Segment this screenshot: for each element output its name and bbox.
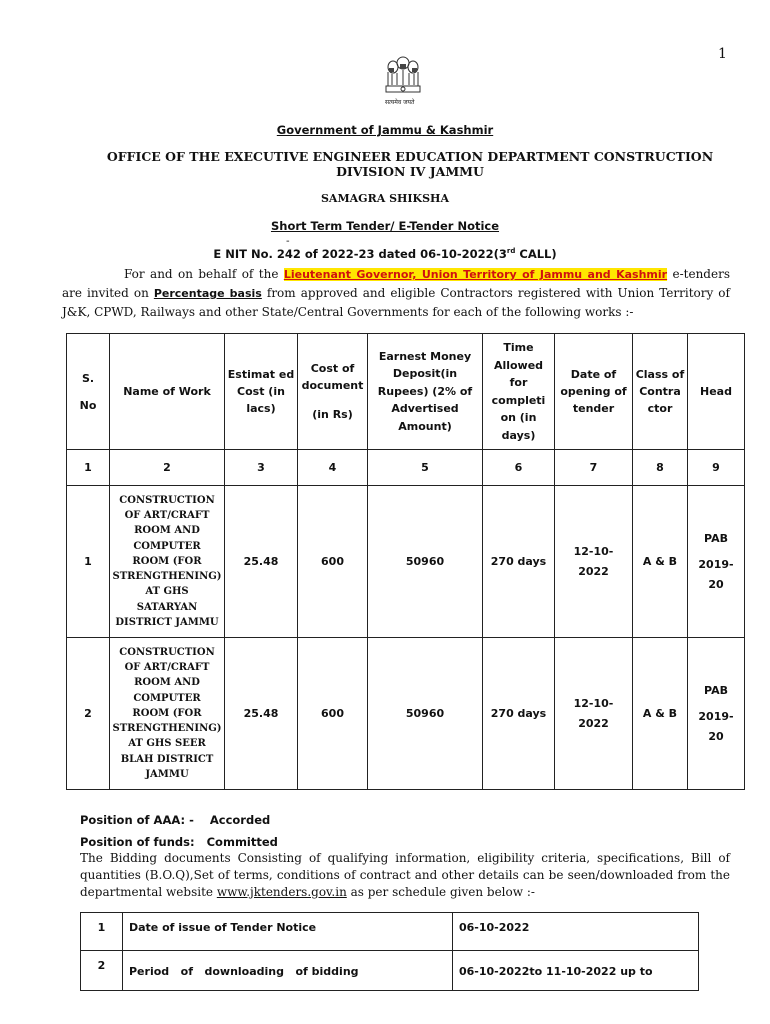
works-table [66, 333, 745, 790]
schedule-no: 2 [81, 951, 123, 991]
row-name-of-work: CONSTRUCTION OF ART/CRAFT ROOM AND COMPUTER ROOM (FOR STRENGTHENING) AT GHS SATARYAN DISTRICT JAMMU [110, 486, 225, 638]
row-date-of-opening: 12-10- 2022 [555, 486, 633, 638]
nit-number [0, 247, 770, 261]
intro-paragraph [62, 265, 730, 321]
schedule-value: 06-10-2022to 11-10-2022 up to [453, 951, 699, 991]
row-estimated-cost: 25.48 [225, 486, 298, 638]
notice-title: Short Term Tender/ E-Tender Notice [270, 219, 500, 233]
col-number: 1 [67, 450, 110, 486]
row-emd: 50960 [368, 638, 483, 790]
schedule-label: Period of downloading of bidding [123, 951, 453, 991]
row-time-allowed: 270 days [483, 638, 555, 790]
header-time-allowed: Time Allowed for completi on (in days) [483, 334, 555, 450]
nit-main: E NIT No. 242 of 2022-23 dated 06-10-2022(3 [213, 247, 507, 261]
table-header-row [67, 334, 745, 450]
col-number: 3 [225, 450, 298, 486]
col-number: 9 [688, 450, 745, 486]
col-number: 5 [368, 450, 483, 486]
website-link[interactable]: www.jktenders.gov.in [216, 885, 347, 899]
schedule-value: 06-10-2022 [453, 913, 699, 951]
table-row [81, 951, 699, 991]
bidding-text-2: as per schedule given below :- [346, 885, 535, 899]
bidding-text-1: The Bidding documents Consisting of qualifying information, eligibility criteria, specifications, Bill of quantities (B.O.Q),Set of terms, conditions of contract and other details can be seen/downloaded from the departmental website [80, 851, 730, 899]
header-emd: Earnest Money Deposit(in Rupees) (2% of Advertised Amount) [368, 334, 483, 450]
row-cost-of-document: 600 [298, 486, 368, 638]
office-line-2: DIVISION IV JAMMU [336, 164, 484, 179]
row-date-of-opening: 12-10- 2022 [555, 638, 633, 790]
government-heading: Government of Jammu & Kashmir [276, 123, 494, 137]
header-head: Head [688, 334, 745, 450]
nit-end: CALL) [515, 247, 557, 261]
header-name-of-work: Name of Work [110, 334, 225, 450]
column-number-row [67, 450, 745, 486]
bidding-paragraph [80, 850, 730, 901]
schedule-no: 1 [81, 913, 123, 951]
position-of-funds: Position of funds: Committed [80, 835, 278, 849]
authority-highlight: Lieutenant Governor, Union Territory of Jammu and Kashmir [283, 268, 668, 281]
page-number: 1 [718, 46, 727, 62]
table-row [67, 486, 745, 638]
row-name-of-work: CONSTRUCTION OF ART/CRAFT ROOM AND COMPUTER ROOM (FOR STRENGTHENING) AT GHS SEER BLAH DISTRICT JAMMU [110, 638, 225, 790]
row-sno: 1 [67, 486, 110, 638]
row-class: A & B [633, 638, 688, 790]
col-number: 8 [633, 450, 688, 486]
header-sno: S. No [67, 334, 110, 450]
row-head: PAB 2019- 20 [688, 486, 745, 638]
row-time-allowed: 270 days [483, 486, 555, 638]
col-number: 4 [298, 450, 368, 486]
emblem-caption: सत्यमेव जयते [385, 99, 415, 106]
header-class: Class of Contra ctor [633, 334, 688, 450]
office-heading [70, 149, 750, 179]
row-estimated-cost: 25.48 [225, 638, 298, 790]
row-class: A & B [633, 486, 688, 638]
schedule-table [80, 912, 699, 991]
schedule-label: Date of issue of Tender Notice [123, 913, 453, 951]
dash-mark: - [286, 236, 290, 247]
intro-text-2: e-tenders are invited on [62, 267, 730, 300]
row-head: PAB 2019- 20 [688, 638, 745, 790]
table-row [81, 913, 699, 951]
col-number: 6 [483, 450, 555, 486]
intro-text-1: For and on behalf of the [124, 267, 284, 281]
header-estimated-cost: Estimat ed Cost (in lacs) [225, 334, 298, 450]
row-cost-of-document: 600 [298, 638, 368, 790]
col-number: 2 [110, 450, 225, 486]
col-number: 7 [555, 450, 633, 486]
office-line-1: OFFICE OF THE EXECUTIVE ENGINEER EDUCATION DEPARTMENT CONSTRUCTION [106, 149, 714, 164]
row-emd: 50960 [368, 486, 483, 638]
header-cost-of-document: Cost of document (in Rs) [298, 334, 368, 450]
intro-text-3: from approved and eligible Contractors registered with Union Territory of J&K, CPWD, Railways and other State/Central Governments for each of the following works :- [62, 286, 730, 319]
scheme-heading: SAMAGRA SHIKSHA [320, 192, 449, 205]
position-of-aaa: Position of AAA: - Accorded [80, 813, 271, 827]
header-date-of-opening: Date of opening of tender [555, 334, 633, 450]
row-sno: 2 [67, 638, 110, 790]
nit-sup: rd [506, 247, 516, 256]
table-row [67, 638, 745, 790]
percentage-basis: Percentage basis [153, 287, 262, 300]
